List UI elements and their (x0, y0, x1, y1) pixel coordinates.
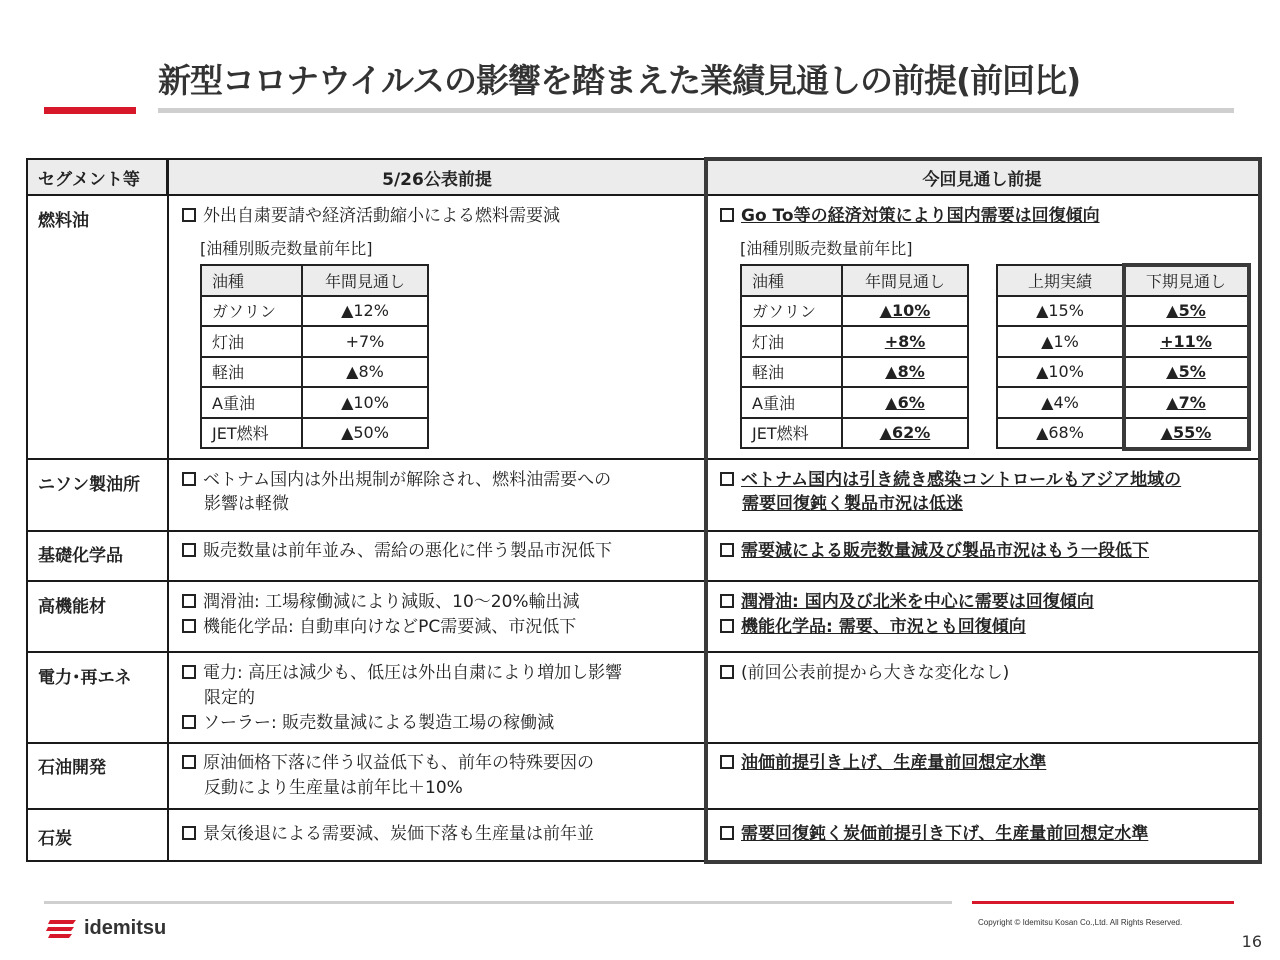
fuel-new-table (740, 264, 969, 449)
assumptions-table (26, 158, 1260, 862)
segment-nghi-son: ニソン製油所 (38, 475, 140, 495)
checkbox-icon (182, 826, 196, 840)
nghi-son-new-bullet: ベトナム国内は引き続き感染コントロールもアジア地域の (720, 468, 1181, 492)
idemitsu-mark-icon (46, 918, 78, 940)
row-divider (28, 530, 1258, 532)
checkbox-icon (182, 594, 196, 608)
row-divider (28, 742, 1258, 744)
checkbox-icon (182, 755, 196, 769)
title-rule (158, 108, 1234, 113)
header-prev: 5/26公表前提 (168, 160, 706, 196)
checkbox-icon (720, 755, 734, 769)
basic-chem-new: 需要減による販売数量減及び製品市況はもう一段低下 (720, 539, 1149, 563)
table-row: ガソリン ▲10% (741, 296, 968, 327)
oil-dev-prev: 原油価格下落に伴う収益低下も、前年の特殊要因の (182, 751, 594, 775)
segment-coal: 石炭 (38, 829, 72, 849)
checkbox-icon (720, 208, 734, 222)
col-type: 油種 (741, 265, 842, 296)
oil-dev-new: 油価前提引き上げ、生産量前回想定水準 (720, 751, 1046, 775)
checkbox-icon (720, 826, 734, 840)
table-row: ▲4% ▲7% (997, 387, 1249, 418)
checkbox-icon (182, 208, 196, 222)
power-prev-2: ソーラー: 販売数量減による製造工場の稼働減 (182, 711, 554, 735)
oil-dev-prev-cont: 反動により生産量は前年比＋10% (204, 778, 463, 798)
power-prev-cont: 限定的 (204, 688, 255, 708)
fuel-new-subtitle: [油種別販売数量前年比] (740, 239, 913, 258)
table-row: A重油 ▲6% (741, 387, 968, 418)
fuel-prev-bullet: 外出自粛要請や経済活動縮小による燃料需要減 (182, 204, 560, 228)
copyright: Copyright © Idemitsu Kosan Co.,Ltd. All Rights Reserved. (978, 918, 1183, 927)
table-row: ▲15% ▲5% (997, 296, 1249, 327)
page-title: 新型コロナウイルスの影響を踏まえた業績見通しの前提(前回比) (158, 61, 1081, 100)
col-type: 油種 (201, 265, 302, 296)
nghi-son-prev-cont: 影響は軽微 (204, 494, 289, 514)
table-row: 灯油 +7% (201, 326, 428, 357)
row-divider (28, 808, 1258, 810)
page-number: 16 (1241, 932, 1262, 951)
fuel-half-table (996, 264, 1250, 449)
company-logo (46, 917, 166, 940)
segment-fuel-oil: 燃料油 (38, 211, 89, 231)
segment-functional: 高機能材 (38, 597, 106, 617)
table-row: ▲1% +11% (997, 326, 1249, 357)
col-h1: 上期実績 (997, 265, 1123, 296)
checkbox-icon (182, 665, 196, 679)
header-new: 今回見通し前提 (706, 160, 1258, 196)
row-divider (28, 458, 1258, 460)
checkbox-icon (720, 594, 734, 608)
table-row: ▲10% ▲5% (997, 357, 1249, 388)
table-row: ガソリン ▲12% (201, 296, 428, 327)
checkbox-icon (182, 543, 196, 557)
coal-prev: 景気後退による需要減、炭価下落も生産量は前年並 (182, 822, 594, 846)
checkbox-icon (182, 715, 196, 729)
functional-new-1: 潤滑油: 国内及び北米を中心に需要は回復傾向 (720, 590, 1094, 614)
segment-oil-dev: 石油開発 (38, 758, 106, 778)
functional-prev-1: 潤滑油: 工場稼働減により減販、10～20%輸出減 (182, 590, 580, 614)
coal-new: 需要回復鈍く炭価前提引き下げ、生産量前回想定水準 (720, 822, 1148, 846)
functional-prev-2: 機能化学品: 自動車向けなどPC需要減、市況低下 (182, 615, 576, 639)
nghi-son-new-cont: 需要回復鈍く製品市況は低迷 (742, 494, 963, 514)
table-row: JET燃料 ▲62% (741, 418, 968, 449)
table-row: JET燃料 ▲50% (201, 418, 428, 449)
table-row: A重油 ▲10% (201, 387, 428, 418)
fuel-new-bullet: Go To等の経済対策により国内需要は回復傾向 (720, 204, 1100, 228)
checkbox-icon (720, 619, 734, 633)
power-new: (前回公表前提から大きな変化なし) (720, 661, 1009, 685)
row-divider (28, 651, 1258, 653)
footer-rule (44, 901, 952, 904)
footer-accent (972, 901, 1234, 904)
fuel-prev-subtitle: [油種別販売数量前年比] (200, 239, 373, 258)
header-segment: セグメント等 (28, 160, 168, 196)
table-row: ▲68% ▲55% (997, 418, 1249, 449)
checkbox-icon (720, 472, 734, 486)
checkbox-icon (720, 543, 734, 557)
basic-chem-prev: 販売数量は前年並み、需給の悪化に伴う製品市況低下 (182, 539, 612, 563)
col-annual: 年間見通し (842, 265, 968, 296)
checkbox-icon (182, 619, 196, 633)
table-row: 軽油 ▲8% (201, 357, 428, 388)
col-annual: 年間見通し (302, 265, 428, 296)
table-row: 灯油 +8% (741, 326, 968, 357)
row-divider (28, 580, 1258, 582)
title-accent-bar (44, 107, 136, 114)
functional-new-2: 機能化学品: 需要、市況とも回復傾向 (720, 615, 1026, 639)
segment-power: 電力･再エネ (38, 668, 132, 688)
nghi-son-prev-bullet: ベトナム国内は外出規制が解除され、燃料油需要への (182, 468, 611, 492)
table-row: 軽油 ▲8% (741, 357, 968, 388)
fuel-prev-table (200, 264, 429, 449)
checkbox-icon (720, 665, 734, 679)
segment-basic-chem: 基礎化学品 (38, 546, 123, 566)
column-divider (167, 160, 169, 860)
power-prev-1: 電力: 高圧は減少も、低圧は外出自粛により増加し影響 (182, 661, 622, 685)
checkbox-icon (182, 472, 196, 486)
col-h2: 下期見通し (1123, 265, 1249, 296)
logo-text: idemitsu (84, 917, 167, 939)
